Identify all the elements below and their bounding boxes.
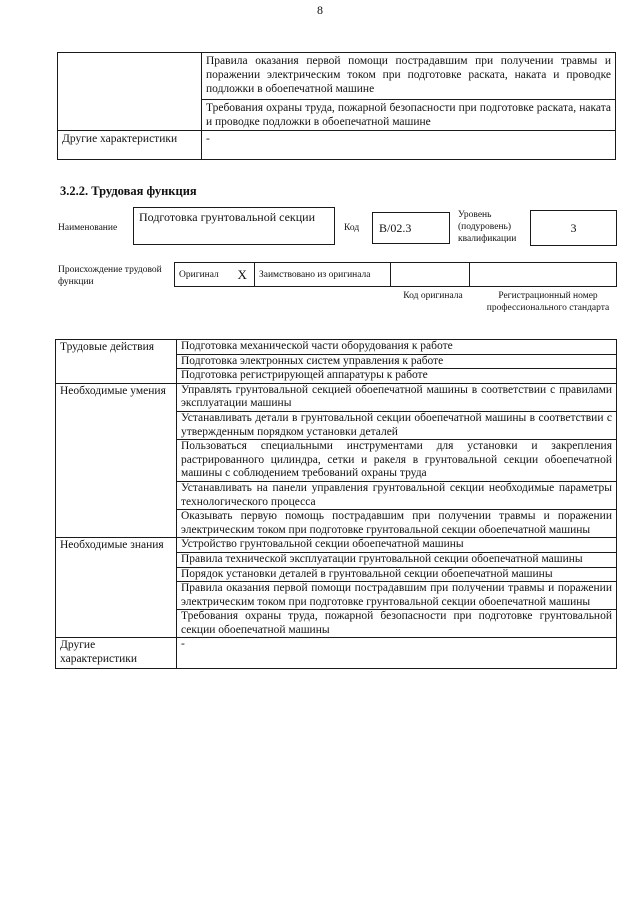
table-cell-value: - bbox=[202, 131, 616, 160]
table-cell-value: Порядок установки деталей в грунтовальной секции обоепечатной машины bbox=[177, 567, 617, 582]
table-cell-label bbox=[58, 100, 202, 131]
reg-caption: Регистрационный номер профессионального стандарта bbox=[486, 291, 610, 313]
table-row bbox=[56, 638, 617, 669]
code-caption: Код оригинала bbox=[403, 291, 463, 301]
origin-reg-cell bbox=[470, 263, 617, 287]
main-table bbox=[55, 339, 617, 669]
group-label: Необходимые умения bbox=[56, 383, 177, 538]
group-label: Другие характеристики bbox=[56, 638, 177, 669]
top-continuation-table bbox=[57, 52, 616, 160]
code-label: Код bbox=[344, 223, 360, 233]
name-label: Наименование bbox=[58, 223, 118, 233]
table-cell-value: Подготовка механической части оборудования к работе bbox=[177, 340, 617, 355]
table-row bbox=[175, 263, 617, 287]
group-label: Трудовые действия bbox=[56, 340, 177, 384]
origin-code-cell bbox=[391, 263, 470, 287]
group-label: Необходимые знания bbox=[56, 538, 177, 638]
table-row bbox=[56, 383, 617, 411]
table-cell-label: Другие характеристики bbox=[58, 131, 202, 160]
origin-borrowed: Заимствовано из оригинала bbox=[255, 263, 391, 287]
table-cell-value: Устанавливать детали в грунтовальной секции обоепечатной машины в соответствии с утвержденным порядком установки деталей bbox=[177, 411, 617, 439]
origin-table bbox=[174, 262, 617, 287]
origin-label: Происхождение трудовой функции bbox=[58, 265, 162, 287]
table-cell-value: Правила оказания первой помощи пострадавшим при получении травмы и поражении электрическим током при подготовке раската, наката и проводке подложки в обоепечатной машине bbox=[202, 53, 616, 100]
table-cell-value: Пользоваться специальными инструментами для установки и закрепления растрированного цилиндра, сетки и ракеля в грунтовальной секции обоепечатной машины с соблюдением требований охраны труда bbox=[177, 440, 617, 482]
table-row bbox=[58, 53, 616, 100]
table-row bbox=[56, 340, 617, 355]
table-cell-value: Оказывать первую помощь пострадавшим при получении травмы и поражении электрическим током при подготовке грунтовальной секции обоепечатной машины bbox=[177, 510, 617, 538]
level-label: Уровень (подуровень) квалификации bbox=[458, 210, 517, 244]
table-row bbox=[58, 100, 616, 131]
table-cell-value: - bbox=[177, 638, 617, 669]
table-cell-label bbox=[58, 53, 202, 100]
code-value: В/02.3 bbox=[372, 212, 450, 244]
table-cell-value: Требования охраны труда, пожарной безопасности при подготовке раската, наката и проводке подложки в обоепечатной машине bbox=[202, 100, 616, 131]
section-title: 3.2.2. Трудовая функция bbox=[60, 184, 197, 198]
table-cell-value: Устанавливать на панели управления грунтовальной секции необходимые параметры технологического процесса bbox=[177, 481, 617, 509]
table-cell-value: Подготовка электронных систем управления к работе bbox=[177, 354, 617, 369]
origin-mark: X bbox=[231, 263, 255, 287]
level-value: 3 bbox=[530, 210, 617, 246]
table-cell-value: Управлять грунтовальной секцией обоепечатной машины в соответствии с правилами эксплуатации машины bbox=[177, 383, 617, 411]
page-number: 8 bbox=[317, 3, 323, 17]
table-cell-value: Устройство грунтовальной секции обоепечатной машины bbox=[177, 538, 617, 553]
table-cell-value: Правила оказания первой помощи пострадавшим при получении травмы и поражении электрическим током при подготовке грунтовальной секции обоепечатной машины bbox=[177, 582, 617, 610]
table-row bbox=[56, 538, 617, 553]
table-cell-value: Подготовка регистрирующей аппаратуры к работе bbox=[177, 369, 617, 384]
table-cell-value: Требования охраны труда, пожарной безопасности при подготовке грунтовальной секции обоепечатной машины bbox=[177, 610, 617, 638]
origin-original: Оригинал bbox=[175, 263, 231, 287]
name-value: Подготовка грунтовальной секции bbox=[133, 207, 335, 245]
table-cell-value: Правила технической эксплуатации грунтовальной секции обоепечатной машины bbox=[177, 552, 617, 567]
table-row bbox=[58, 131, 616, 160]
